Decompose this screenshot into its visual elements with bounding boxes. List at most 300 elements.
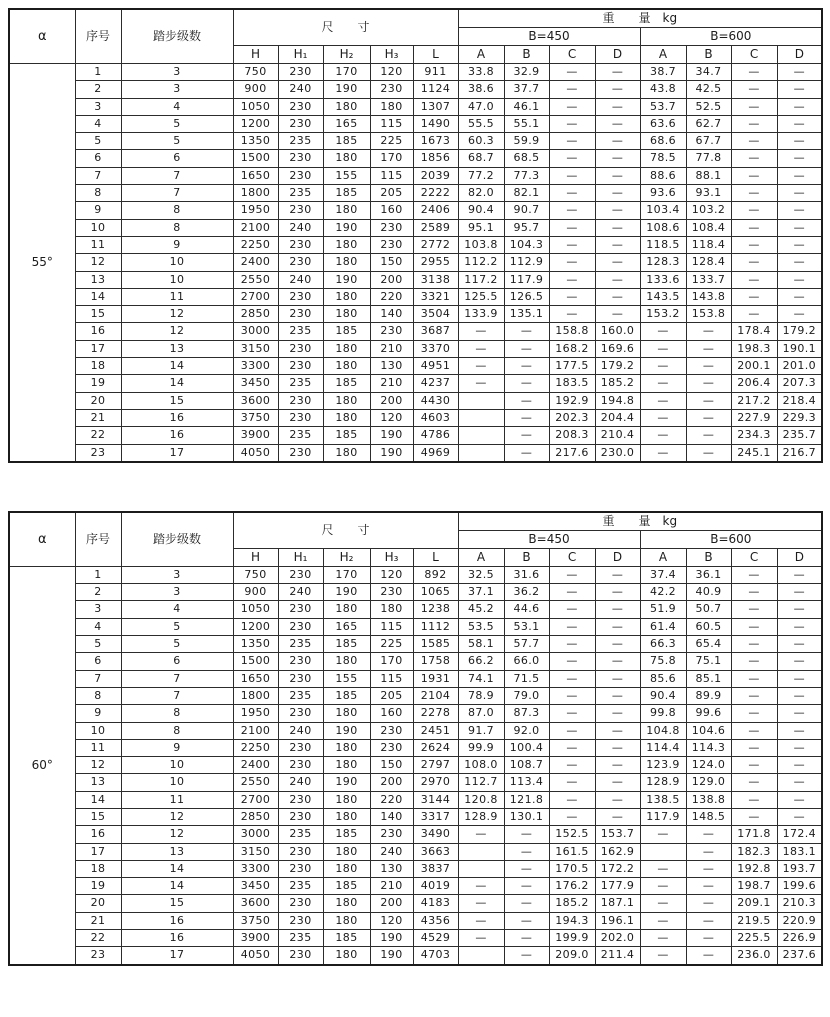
table-row xyxy=(9,636,822,653)
table-row xyxy=(9,150,822,167)
cell: — xyxy=(640,375,686,392)
cell: 180 xyxy=(323,808,370,825)
cell: — xyxy=(731,687,777,704)
cell: 240 xyxy=(278,722,323,739)
cell xyxy=(458,843,504,860)
cell: 3900 xyxy=(233,427,278,444)
cell: 92.0 xyxy=(504,722,549,739)
cell: 115 xyxy=(370,167,413,184)
cell: 2589 xyxy=(413,219,458,236)
cell: 1 xyxy=(75,64,121,81)
col-header-c450: C xyxy=(549,46,595,64)
cell: — xyxy=(549,653,595,670)
cell: 89.9 xyxy=(686,687,731,704)
table-row xyxy=(9,687,822,704)
cell: 34.7 xyxy=(686,64,731,81)
cell: — xyxy=(777,306,822,323)
cell: 36.2 xyxy=(504,584,549,601)
cell: 40.9 xyxy=(686,584,731,601)
cell: 1650 xyxy=(233,670,278,687)
cell: 62.7 xyxy=(686,115,731,132)
cell: 4356 xyxy=(413,912,458,929)
cell: — xyxy=(731,64,777,81)
cell: 226.9 xyxy=(777,930,822,947)
cell: 14 xyxy=(75,288,121,305)
cell: 180 xyxy=(323,236,370,253)
cell: 230 xyxy=(278,739,323,756)
cell: 1350 xyxy=(233,133,278,150)
cell: 230 xyxy=(278,566,323,583)
cell: 46.1 xyxy=(504,98,549,115)
cell: — xyxy=(640,427,686,444)
cell: — xyxy=(731,705,777,722)
cell: — xyxy=(504,409,549,426)
cell: 117.9 xyxy=(640,808,686,825)
cell: — xyxy=(458,930,504,947)
cell: 153.2 xyxy=(640,306,686,323)
cell: 240 xyxy=(278,219,323,236)
cell: 190 xyxy=(323,271,370,288)
cell: 78.9 xyxy=(458,687,504,704)
cell xyxy=(458,392,504,409)
cell: 60.5 xyxy=(686,618,731,635)
cell: 15 xyxy=(75,306,121,323)
cell: 3370 xyxy=(413,340,458,357)
cell xyxy=(458,947,504,965)
col-header-serial: 序号 xyxy=(75,512,121,567)
cell: — xyxy=(595,584,640,601)
cell: 1200 xyxy=(233,618,278,635)
cell: — xyxy=(731,150,777,167)
cell: 230 xyxy=(278,601,323,618)
cell: 68.7 xyxy=(458,150,504,167)
cell: 200 xyxy=(370,392,413,409)
cell: 120.8 xyxy=(458,791,504,808)
cell: 12 xyxy=(121,826,233,843)
cell: 50.7 xyxy=(686,601,731,618)
cell: 185 xyxy=(323,133,370,150)
cell: — xyxy=(549,722,595,739)
cell: 240 xyxy=(278,81,323,98)
cell: 235 xyxy=(278,185,323,202)
cell: 240 xyxy=(278,584,323,601)
cell: 2104 xyxy=(413,687,458,704)
table-row xyxy=(9,64,822,81)
cell: 68.6 xyxy=(640,133,686,150)
cell: 1673 xyxy=(413,133,458,150)
cell: — xyxy=(777,791,822,808)
cell: 5 xyxy=(121,115,233,132)
cell: 16 xyxy=(121,409,233,426)
cell: — xyxy=(504,323,549,340)
table-row xyxy=(9,306,822,323)
cell: 230 xyxy=(278,340,323,357)
cell: 187.1 xyxy=(595,895,640,912)
cell: 2100 xyxy=(233,722,278,739)
cell: 9 xyxy=(121,739,233,756)
cell: — xyxy=(777,271,822,288)
cell: 200 xyxy=(370,774,413,791)
cell: 14 xyxy=(75,791,121,808)
cell: 2955 xyxy=(413,254,458,271)
cell: — xyxy=(777,185,822,202)
cell: 1 xyxy=(75,566,121,583)
cell: — xyxy=(777,566,822,583)
table-row xyxy=(9,202,822,219)
cell: 19 xyxy=(75,375,121,392)
cell: 210 xyxy=(370,340,413,357)
cell: 133.9 xyxy=(458,306,504,323)
cell: — xyxy=(777,670,822,687)
cell: 240 xyxy=(278,271,323,288)
cell: 245.1 xyxy=(731,444,777,462)
cell: 210 xyxy=(370,878,413,895)
cell: 93.1 xyxy=(686,185,731,202)
cell: 236.0 xyxy=(731,947,777,965)
cell: 82.0 xyxy=(458,185,504,202)
table-row xyxy=(9,653,822,670)
col-header-H: H xyxy=(233,46,278,64)
cell: — xyxy=(686,427,731,444)
cell: 185 xyxy=(323,427,370,444)
cell: 204.4 xyxy=(595,409,640,426)
cell: 8 xyxy=(121,202,233,219)
cell: 185 xyxy=(323,930,370,947)
table-header xyxy=(9,9,822,64)
cell: 75.8 xyxy=(640,653,686,670)
cell: 3 xyxy=(121,566,233,583)
cell: 4603 xyxy=(413,409,458,426)
cell: 190 xyxy=(323,81,370,98)
cell: 79.0 xyxy=(504,687,549,704)
cell: 2250 xyxy=(233,236,278,253)
cell: — xyxy=(777,653,822,670)
cell: 87.0 xyxy=(458,705,504,722)
cell: — xyxy=(640,409,686,426)
cell: 133.6 xyxy=(640,271,686,288)
cell: 900 xyxy=(233,81,278,98)
cell: 2 xyxy=(75,584,121,601)
cell: 4050 xyxy=(233,444,278,462)
cell: 104.8 xyxy=(640,722,686,739)
table-row xyxy=(9,670,822,687)
cell: 1238 xyxy=(413,601,458,618)
cell: 85.6 xyxy=(640,670,686,687)
cell: — xyxy=(777,687,822,704)
cell: — xyxy=(595,167,640,184)
cell: 207.3 xyxy=(777,375,822,392)
table-row xyxy=(9,375,822,392)
cell: 165 xyxy=(323,618,370,635)
cell: 2100 xyxy=(233,219,278,236)
col-header-a450: A xyxy=(458,46,504,64)
cell: — xyxy=(777,636,822,653)
cell: 185 xyxy=(323,323,370,340)
table-row xyxy=(9,219,822,236)
cell: 210.4 xyxy=(595,427,640,444)
cell: — xyxy=(549,81,595,98)
cell: 13 xyxy=(75,774,121,791)
cell: 103.2 xyxy=(686,202,731,219)
table-row xyxy=(9,254,822,271)
cell: — xyxy=(595,115,640,132)
cell: 190 xyxy=(370,947,413,965)
table-row xyxy=(9,601,822,618)
cell: — xyxy=(595,739,640,756)
cell: 230 xyxy=(278,98,323,115)
cell: — xyxy=(686,930,731,947)
cell: 180 xyxy=(323,860,370,877)
cell: — xyxy=(549,254,595,271)
cell: 13 xyxy=(121,340,233,357)
cell: 230 xyxy=(278,653,323,670)
cell: 14 xyxy=(121,375,233,392)
cell: 2850 xyxy=(233,306,278,323)
cell: 180 xyxy=(323,705,370,722)
cell: 4703 xyxy=(413,947,458,965)
cell: 99.6 xyxy=(686,705,731,722)
cell: 74.1 xyxy=(458,670,504,687)
cell: 42.2 xyxy=(640,584,686,601)
cell: — xyxy=(731,185,777,202)
cell: 1307 xyxy=(413,98,458,115)
cell: 117.9 xyxy=(504,271,549,288)
cell: 7 xyxy=(121,167,233,184)
cell: 61.4 xyxy=(640,618,686,635)
cell: — xyxy=(731,254,777,271)
cell: 114.3 xyxy=(686,739,731,756)
cell: 3687 xyxy=(413,323,458,340)
cell: — xyxy=(549,219,595,236)
cell: 3321 xyxy=(413,288,458,305)
col-header-d450: D xyxy=(595,548,640,566)
cell: 190 xyxy=(370,444,413,462)
cell: 3900 xyxy=(233,930,278,947)
cell: 140 xyxy=(370,306,413,323)
cell: 2250 xyxy=(233,739,278,756)
cell: 16 xyxy=(121,427,233,444)
cell: 2451 xyxy=(413,722,458,739)
cell: 190 xyxy=(370,427,413,444)
cell: 1500 xyxy=(233,150,278,167)
cell: 8 xyxy=(75,185,121,202)
cell: — xyxy=(504,826,549,843)
cell: 177.9 xyxy=(595,878,640,895)
cell: — xyxy=(458,895,504,912)
col-header-a450: A xyxy=(458,548,504,566)
cell: 120 xyxy=(370,409,413,426)
cell: 3000 xyxy=(233,826,278,843)
group-header-b600: B=600 xyxy=(640,530,822,548)
cell: — xyxy=(549,202,595,219)
cell: 8 xyxy=(75,687,121,704)
cell: 115 xyxy=(370,670,413,687)
cell: 230 xyxy=(370,81,413,98)
cell: 235 xyxy=(278,826,323,843)
col-header-L: L xyxy=(413,548,458,566)
cell: 206.4 xyxy=(731,375,777,392)
cell: 51.9 xyxy=(640,601,686,618)
cell: 68.5 xyxy=(504,150,549,167)
cell: — xyxy=(777,601,822,618)
cell: 3 xyxy=(75,98,121,115)
cell: — xyxy=(686,895,731,912)
cell: 33.8 xyxy=(458,64,504,81)
cell: 179.2 xyxy=(777,323,822,340)
cell: 176.2 xyxy=(549,878,595,895)
cell: 190 xyxy=(323,774,370,791)
cell: 198.7 xyxy=(731,878,777,895)
table-row xyxy=(9,271,822,288)
cell: 32.5 xyxy=(458,566,504,583)
cell: 104.6 xyxy=(686,722,731,739)
cell: 63.6 xyxy=(640,115,686,132)
cell: 3300 xyxy=(233,358,278,375)
cell: 3450 xyxy=(233,375,278,392)
cell: 198.3 xyxy=(731,340,777,357)
cell: 165 xyxy=(323,115,370,132)
cell: 21 xyxy=(75,912,121,929)
cell: 155 xyxy=(323,167,370,184)
cell: 22 xyxy=(75,427,121,444)
cell: 230 xyxy=(278,392,323,409)
cell: 88.1 xyxy=(686,167,731,184)
cell: 148.5 xyxy=(686,808,731,825)
cell: 14 xyxy=(121,878,233,895)
cell: 7 xyxy=(121,670,233,687)
cell: 11 xyxy=(75,739,121,756)
cell: 230 xyxy=(278,808,323,825)
cell: — xyxy=(595,133,640,150)
cell: 180 xyxy=(323,340,370,357)
cell: 1490 xyxy=(413,115,458,132)
cell: 230 xyxy=(278,409,323,426)
cell: — xyxy=(549,288,595,305)
cell: — xyxy=(595,64,640,81)
cell: — xyxy=(777,705,822,722)
cell: 230 xyxy=(370,323,413,340)
cell: — xyxy=(595,254,640,271)
cell: 220.9 xyxy=(777,912,822,929)
cell: 230 xyxy=(278,150,323,167)
cell: — xyxy=(549,601,595,618)
cell: 7 xyxy=(75,670,121,687)
cell: 38.6 xyxy=(458,81,504,98)
cell: 20 xyxy=(75,895,121,912)
cell: — xyxy=(640,444,686,462)
cell: 3 xyxy=(121,584,233,601)
cell: 5 xyxy=(75,133,121,150)
cell: 3150 xyxy=(233,843,278,860)
cell: — xyxy=(731,202,777,219)
cell: — xyxy=(686,444,731,462)
cell: 240 xyxy=(370,843,413,860)
cell: 210.3 xyxy=(777,895,822,912)
cell: 4 xyxy=(75,618,121,635)
cell: 10 xyxy=(75,722,121,739)
col-header-b600: B xyxy=(686,548,731,566)
cell: 3144 xyxy=(413,791,458,808)
cell: — xyxy=(731,167,777,184)
cell: 12 xyxy=(121,323,233,340)
cell: — xyxy=(595,636,640,653)
cell: 180 xyxy=(323,601,370,618)
cell: 235 xyxy=(278,133,323,150)
group-header-b450: B=450 xyxy=(458,530,640,548)
cell: 12 xyxy=(75,254,121,271)
cell: 230 xyxy=(278,254,323,271)
table-row xyxy=(9,115,822,132)
cell: 12 xyxy=(121,306,233,323)
cell: 2406 xyxy=(413,202,458,219)
cell: 230 xyxy=(278,288,323,305)
cell: 230 xyxy=(370,826,413,843)
cell: — xyxy=(549,566,595,583)
cell: 230 xyxy=(370,236,413,253)
table-row xyxy=(9,912,822,929)
cell: 185 xyxy=(323,687,370,704)
cell: 37.1 xyxy=(458,584,504,601)
cell: — xyxy=(595,98,640,115)
table-row xyxy=(9,81,822,98)
cell: — xyxy=(595,653,640,670)
cell: 123.9 xyxy=(640,757,686,774)
cell: 1758 xyxy=(413,653,458,670)
table-row xyxy=(9,705,822,722)
col-header-c600: C xyxy=(731,548,777,566)
cell: 7 xyxy=(121,687,233,704)
cell: — xyxy=(504,427,549,444)
cell: 194.3 xyxy=(549,912,595,929)
cell: — xyxy=(549,185,595,202)
cell: — xyxy=(686,860,731,877)
cell: — xyxy=(731,81,777,98)
cell: 95.7 xyxy=(504,219,549,236)
cell: 170.5 xyxy=(549,860,595,877)
table-row xyxy=(9,774,822,791)
cell: 4969 xyxy=(413,444,458,462)
cell: 160 xyxy=(370,705,413,722)
cell: 55.1 xyxy=(504,115,549,132)
cell: 4529 xyxy=(413,930,458,947)
cell: — xyxy=(686,826,731,843)
cell: 2 xyxy=(75,81,121,98)
col-header-L: L xyxy=(413,46,458,64)
cell: 4 xyxy=(121,98,233,115)
cell: 230 xyxy=(278,306,323,323)
cell: 190 xyxy=(323,722,370,739)
cell: — xyxy=(777,739,822,756)
cell: 82.1 xyxy=(504,185,549,202)
cell: 65.4 xyxy=(686,636,731,653)
cell: 230 xyxy=(370,219,413,236)
cell: — xyxy=(549,636,595,653)
cell: 235 xyxy=(278,375,323,392)
cell: 13 xyxy=(75,271,121,288)
col-header-a600: A xyxy=(640,548,686,566)
cell: 1800 xyxy=(233,185,278,202)
col-header-d450: D xyxy=(595,46,640,64)
cell: 66.3 xyxy=(640,636,686,653)
cell: 178.4 xyxy=(731,323,777,340)
cell: 8 xyxy=(121,219,233,236)
cell: 180 xyxy=(370,98,413,115)
col-header-steps: 踏步级数 xyxy=(121,512,233,567)
group-header-b450: B=450 xyxy=(458,28,640,46)
cell: 17 xyxy=(75,843,121,860)
cell: 230 xyxy=(278,670,323,687)
table-row xyxy=(9,236,822,253)
